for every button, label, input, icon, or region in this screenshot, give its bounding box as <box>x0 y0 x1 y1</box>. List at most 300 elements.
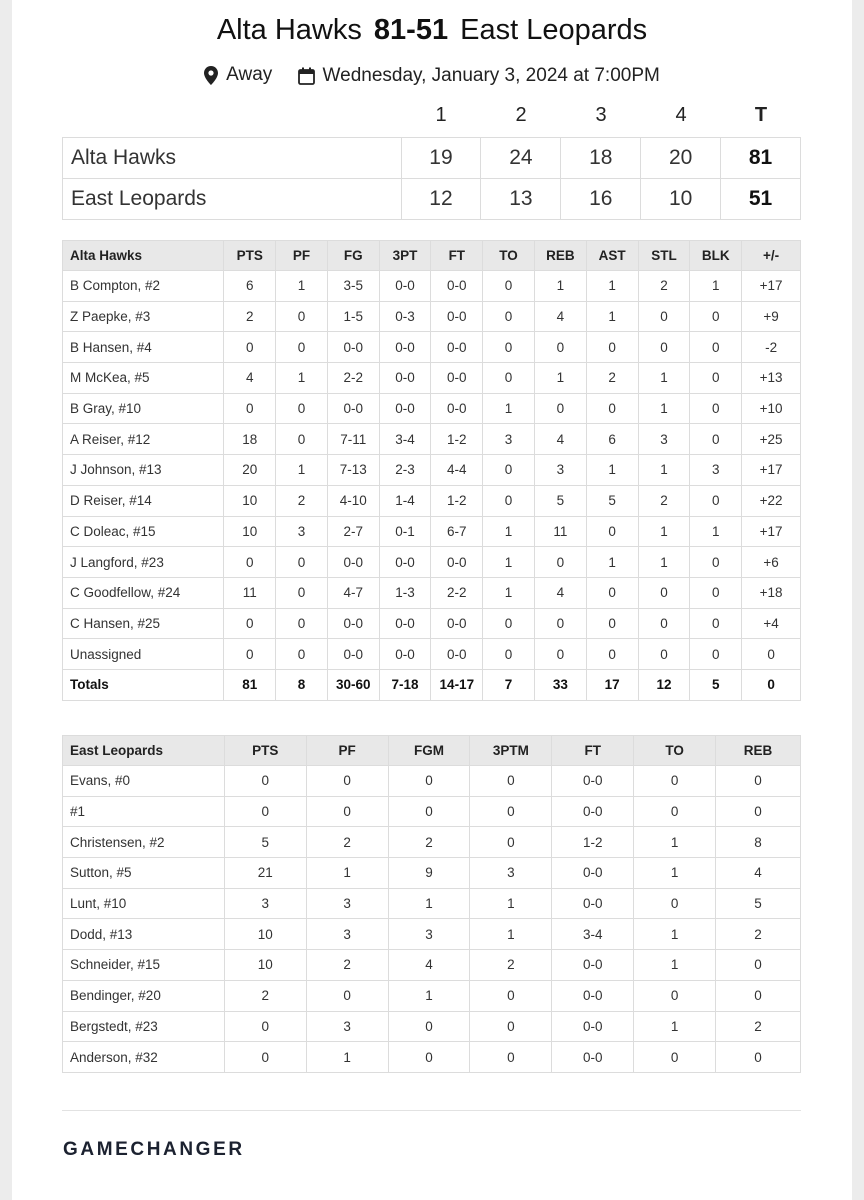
stat-cell: 0 <box>742 639 801 670</box>
stat-cell: 1-5 <box>327 301 379 332</box>
stat-cell: 1-3 <box>379 577 431 608</box>
stat-cell: 0 <box>586 639 638 670</box>
stat-cell: 1-2 <box>431 424 483 455</box>
gamechanger-logo: GAMECHANGER <box>63 1139 245 1160</box>
stat-cell: 0-0 <box>379 271 431 302</box>
stat-column-header: TO <box>634 736 716 766</box>
stat-cell: 0 <box>470 980 552 1011</box>
stat-cell: +9 <box>742 301 801 332</box>
stat-cell: 4 <box>224 363 276 394</box>
stat-cell: 7-13 <box>327 455 379 486</box>
player-name: Christensen, #2 <box>63 827 225 858</box>
stat-cell: 1 <box>690 271 742 302</box>
stat-cell: 2-2 <box>327 363 379 394</box>
stat-cell: 0-0 <box>552 766 634 797</box>
player-name: Z Paepke, #3 <box>63 301 224 332</box>
stat-cell: 0 <box>634 1042 716 1073</box>
stat-cell: 3 <box>388 919 470 950</box>
stat-column-header: BLK <box>690 241 742 271</box>
stat-cell: 0 <box>716 1042 801 1073</box>
linescore-header <box>12 104 852 130</box>
stat-cell: 0 <box>690 608 742 639</box>
stat-column-header: AST <box>586 241 638 271</box>
stat-cell: 1-2 <box>552 827 634 858</box>
stat-cell: 1 <box>534 363 586 394</box>
stat-cell: +6 <box>742 547 801 578</box>
stat-cell: 10 <box>224 516 276 547</box>
stat-cell: 3 <box>483 424 535 455</box>
stat-cell: 0-0 <box>327 547 379 578</box>
location-text: Away <box>226 64 273 85</box>
stat-cell: 0 <box>586 393 638 424</box>
stat-cell: 5 <box>716 888 801 919</box>
stat-cell: 1 <box>470 919 552 950</box>
stat-cell: 0 <box>224 547 276 578</box>
stat-cell: 0 <box>483 301 535 332</box>
player-row <box>63 766 801 797</box>
player-row <box>63 455 801 486</box>
stat-cell: 9 <box>388 858 470 889</box>
stat-cell: 2 <box>638 485 690 516</box>
stat-cell: 1 <box>534 271 586 302</box>
stat-cell: 1-2 <box>431 485 483 516</box>
linescore-cell: 20 <box>641 138 721 179</box>
stat-cell: 0 <box>470 796 552 827</box>
stat-cell: 0 <box>224 332 276 363</box>
stat-cell: 4 <box>534 424 586 455</box>
stat-cell: 2 <box>224 301 276 332</box>
linescore-total: 81 <box>721 138 801 179</box>
player-row <box>63 485 801 516</box>
final-score: 81-51 <box>373 14 449 46</box>
stat-cell: 0 <box>276 608 328 639</box>
stat-column-header: REB <box>716 736 801 766</box>
stat-cell: 1 <box>586 455 638 486</box>
stat-cell: 3 <box>276 516 328 547</box>
stat-cell: 0 <box>534 547 586 578</box>
stat-cell: +10 <box>742 393 801 424</box>
stat-cell: 0-0 <box>327 608 379 639</box>
player-name: Sutton, #5 <box>63 858 225 889</box>
home-box-score-table <box>62 240 801 701</box>
stat-column-header: PF <box>306 736 388 766</box>
stat-cell: 10 <box>224 950 306 981</box>
stat-cell: 1 <box>634 919 716 950</box>
stat-cell: 0 <box>470 766 552 797</box>
stat-cell: 1 <box>638 547 690 578</box>
stat-cell: 3 <box>534 455 586 486</box>
player-name: Bergstedt, #23 <box>63 1011 225 1042</box>
stat-cell: 0-0 <box>431 608 483 639</box>
stat-cell: 0-0 <box>327 639 379 670</box>
stat-cell: 0-1 <box>379 516 431 547</box>
stat-cell: 0 <box>634 796 716 827</box>
stat-cell: 0-3 <box>379 301 431 332</box>
stat-cell: 0 <box>586 332 638 363</box>
stat-cell: 1 <box>306 1042 388 1073</box>
stat-cell: 0-0 <box>431 271 483 302</box>
stat-cell: 0 <box>224 796 306 827</box>
stat-cell: 0 <box>638 301 690 332</box>
stat-cell: 3-4 <box>552 919 634 950</box>
stat-cell: 3 <box>470 858 552 889</box>
stat-cell: +13 <box>742 363 801 394</box>
stat-cell: 0 <box>483 485 535 516</box>
stat-cell: 12 <box>638 669 690 700</box>
stat-cell: 0 <box>716 950 801 981</box>
stat-cell: 2-3 <box>379 455 431 486</box>
stat-cell: 1 <box>638 516 690 547</box>
player-row <box>63 950 801 981</box>
player-name: Schneider, #15 <box>63 950 225 981</box>
stat-cell: 0 <box>690 301 742 332</box>
stat-cell: 3 <box>306 1011 388 1042</box>
stat-cell: 2-2 <box>431 577 483 608</box>
player-name: C Hansen, #25 <box>63 608 224 639</box>
stat-column-header: +/- <box>742 241 801 271</box>
stat-cell: 2 <box>306 950 388 981</box>
period-label: 1 <box>435 104 447 126</box>
stat-cell: 1 <box>388 980 470 1011</box>
stat-cell: 10 <box>224 485 276 516</box>
stat-cell: 1 <box>276 363 328 394</box>
stat-cell: 0 <box>224 1042 306 1073</box>
stat-cell: 0-0 <box>379 332 431 363</box>
box-header-row <box>63 736 801 766</box>
map-pin-icon <box>204 66 218 85</box>
stat-cell: 0 <box>638 639 690 670</box>
stat-column-header: TO <box>483 241 535 271</box>
player-name: Bendinger, #20 <box>63 980 225 1011</box>
stat-cell: 5 <box>534 485 586 516</box>
team-column-header: East Leopards <box>63 736 225 766</box>
stat-cell: 1-4 <box>379 485 431 516</box>
location-info <box>204 64 272 86</box>
stat-cell: 2 <box>716 1011 801 1042</box>
stat-cell: 0-0 <box>552 980 634 1011</box>
team-column-header: Alta Hawks <box>63 241 224 271</box>
stat-cell: 0 <box>483 363 535 394</box>
stat-cell: 21 <box>224 858 306 889</box>
box-header-row <box>63 241 801 271</box>
stat-column-header: 3PTM <box>470 736 552 766</box>
player-name: B Hansen, #4 <box>63 332 224 363</box>
player-name: #1 <box>63 796 225 827</box>
player-row <box>63 827 801 858</box>
stat-cell: 2 <box>276 485 328 516</box>
stat-cell: 0 <box>742 669 801 700</box>
player-row <box>63 424 801 455</box>
stat-cell: 0-0 <box>379 608 431 639</box>
player-row <box>63 796 801 827</box>
stat-cell: +17 <box>742 455 801 486</box>
stat-cell: 0-0 <box>431 547 483 578</box>
totals-row <box>63 669 801 700</box>
player-row <box>63 577 801 608</box>
stat-cell: 0 <box>690 485 742 516</box>
player-name: D Reiser, #14 <box>63 485 224 516</box>
away-team-name: East Leopards <box>460 14 648 46</box>
stat-cell: 18 <box>224 424 276 455</box>
stat-column-header: REB <box>534 241 586 271</box>
player-row <box>63 608 801 639</box>
stat-cell: 2 <box>586 363 638 394</box>
stat-cell: 0-0 <box>552 858 634 889</box>
stat-cell: 0 <box>306 796 388 827</box>
stat-cell: 0-0 <box>552 1042 634 1073</box>
stat-column-header: PTS <box>224 241 276 271</box>
stat-cell: 4-10 <box>327 485 379 516</box>
total-label: T <box>754 104 768 126</box>
stat-cell: 1 <box>388 888 470 919</box>
stat-cell: 3 <box>224 888 306 919</box>
linescore-cell: 16 <box>561 179 641 220</box>
stat-cell: 0-0 <box>431 393 483 424</box>
period-label: 2 <box>515 104 527 126</box>
stat-cell: 0 <box>483 639 535 670</box>
stat-cell: 0 <box>276 577 328 608</box>
stat-cell: 0 <box>483 271 535 302</box>
stat-cell: 11 <box>534 516 586 547</box>
stat-cell: 1 <box>586 301 638 332</box>
stat-cell: 0 <box>388 796 470 827</box>
stat-cell: 0 <box>224 393 276 424</box>
stat-cell: 1 <box>638 393 690 424</box>
player-row <box>63 639 801 670</box>
linescore-total: 51 <box>721 179 801 220</box>
player-name: Anderson, #32 <box>63 1042 225 1073</box>
away-box-score-table <box>62 735 801 1073</box>
stat-cell: 0-0 <box>379 547 431 578</box>
stat-cell: 2 <box>470 950 552 981</box>
stat-cell: 0 <box>638 332 690 363</box>
stat-cell: 4 <box>534 577 586 608</box>
stat-cell: 0 <box>690 424 742 455</box>
stat-cell: 5 <box>586 485 638 516</box>
stat-cell: +4 <box>742 608 801 639</box>
stat-cell: 0-0 <box>431 332 483 363</box>
stat-cell: +18 <box>742 577 801 608</box>
player-row <box>63 271 801 302</box>
stat-cell: 0 <box>388 766 470 797</box>
home-team-name: Alta Hawks <box>216 14 362 46</box>
stat-cell: 3 <box>306 919 388 950</box>
stat-cell: 30-60 <box>327 669 379 700</box>
stat-cell: 0 <box>690 393 742 424</box>
stat-cell: 1 <box>634 827 716 858</box>
player-name: Lunt, #10 <box>63 888 225 919</box>
game-title <box>12 14 852 47</box>
stat-cell: 3-4 <box>379 424 431 455</box>
stat-cell: 1 <box>483 516 535 547</box>
player-name: M McKea, #5 <box>63 363 224 394</box>
stat-cell: 2 <box>224 980 306 1011</box>
stat-cell: 4-7 <box>327 577 379 608</box>
stat-column-header: PF <box>276 241 328 271</box>
stat-column-header: STL <box>638 241 690 271</box>
stat-cell: 1 <box>276 455 328 486</box>
stat-cell: 1 <box>276 271 328 302</box>
stat-cell: 17 <box>586 669 638 700</box>
player-row <box>63 1042 801 1073</box>
stat-cell: 0 <box>483 332 535 363</box>
stat-cell: 2 <box>306 827 388 858</box>
player-row <box>63 1011 801 1042</box>
stat-cell: 0 <box>634 766 716 797</box>
stat-column-header: FG <box>327 241 379 271</box>
stat-cell: 6 <box>224 271 276 302</box>
stat-cell: +22 <box>742 485 801 516</box>
stat-cell: 0-0 <box>379 639 431 670</box>
linescore-cell: 10 <box>641 179 721 220</box>
date-info <box>298 65 660 87</box>
stat-cell: 1 <box>306 858 388 889</box>
stat-cell: 1 <box>638 455 690 486</box>
stat-cell: 0-0 <box>552 950 634 981</box>
totals-label: Totals <box>63 669 224 700</box>
stat-cell: 0 <box>224 1011 306 1042</box>
stat-cell: 1 <box>483 393 535 424</box>
stat-cell: 3 <box>638 424 690 455</box>
stat-cell: 2 <box>388 827 470 858</box>
stat-cell: 0 <box>534 608 586 639</box>
stat-cell: 0 <box>306 766 388 797</box>
stat-cell: 0 <box>470 1042 552 1073</box>
stat-cell: 0 <box>276 301 328 332</box>
stat-cell: 0 <box>716 796 801 827</box>
stat-cell: +25 <box>742 424 801 455</box>
linescore-row <box>63 138 801 179</box>
stat-cell: 0-0 <box>431 363 483 394</box>
stat-cell: 7 <box>483 669 535 700</box>
stat-cell: 0 <box>388 1011 470 1042</box>
stat-cell: 0 <box>716 766 801 797</box>
player-name: Dodd, #13 <box>63 919 225 950</box>
linescore-row <box>63 179 801 220</box>
stat-cell: 1 <box>586 547 638 578</box>
stat-cell: 0 <box>638 577 690 608</box>
stat-cell: 5 <box>690 669 742 700</box>
stat-cell: 0 <box>690 639 742 670</box>
stat-cell: 0 <box>690 363 742 394</box>
stat-cell: 0-0 <box>431 639 483 670</box>
stat-cell: 1 <box>470 888 552 919</box>
stat-cell: 6-7 <box>431 516 483 547</box>
stat-cell: 4 <box>716 858 801 889</box>
stat-cell: 2-7 <box>327 516 379 547</box>
stat-cell: 0 <box>388 1042 470 1073</box>
player-name: Unassigned <box>63 639 224 670</box>
linescore-cell: 13 <box>481 179 561 220</box>
stat-cell: 33 <box>534 669 586 700</box>
player-row <box>63 332 801 363</box>
stat-cell: 0 <box>690 332 742 363</box>
stat-cell: -2 <box>742 332 801 363</box>
player-name: J Johnson, #13 <box>63 455 224 486</box>
stat-cell: 0-0 <box>327 393 379 424</box>
player-name: C Doleac, #15 <box>63 516 224 547</box>
stat-cell: 0 <box>586 516 638 547</box>
player-name: B Gray, #10 <box>63 393 224 424</box>
stat-cell: 4-4 <box>431 455 483 486</box>
stat-cell: 0 <box>224 608 276 639</box>
stat-cell: 0-0 <box>327 332 379 363</box>
stat-column-header: 3PT <box>379 241 431 271</box>
player-name: J Langford, #23 <box>63 547 224 578</box>
linescore-team: Alta Hawks <box>63 138 402 179</box>
linescore-team: East Leopards <box>63 179 402 220</box>
stat-cell: 0 <box>276 547 328 578</box>
linescore-cell: 12 <box>401 179 481 220</box>
stat-cell: 0 <box>276 639 328 670</box>
stat-cell: 0 <box>483 455 535 486</box>
stat-cell: 0-0 <box>379 363 431 394</box>
stat-cell: 1 <box>483 547 535 578</box>
period-label: 3 <box>595 104 607 126</box>
stat-cell: 1 <box>634 858 716 889</box>
stat-cell: 1 <box>634 1011 716 1042</box>
stat-cell: 0 <box>690 547 742 578</box>
player-row <box>63 980 801 1011</box>
stat-cell: 4 <box>388 950 470 981</box>
player-row <box>63 363 801 394</box>
stat-cell: 3 <box>690 455 742 486</box>
stat-cell: 0 <box>276 393 328 424</box>
stat-cell: 0 <box>470 827 552 858</box>
stat-cell: 81 <box>224 669 276 700</box>
player-row <box>63 919 801 950</box>
stat-cell: 0 <box>716 980 801 1011</box>
stat-cell: 0 <box>690 577 742 608</box>
stat-column-header: PTS <box>224 736 306 766</box>
stat-cell: 1 <box>483 577 535 608</box>
player-row <box>63 547 801 578</box>
stat-cell: +17 <box>742 271 801 302</box>
stat-cell: 0 <box>306 980 388 1011</box>
stat-cell: 0 <box>586 608 638 639</box>
stat-cell: 8 <box>276 669 328 700</box>
stat-cell: 0 <box>470 1011 552 1042</box>
stat-column-header: FT <box>431 241 483 271</box>
stat-cell: 0-0 <box>379 393 431 424</box>
stat-cell: 20 <box>224 455 276 486</box>
stat-cell: 0 <box>224 766 306 797</box>
stat-cell: 0-0 <box>431 301 483 332</box>
player-row <box>63 301 801 332</box>
stat-cell: 14-17 <box>431 669 483 700</box>
stat-cell: 0 <box>534 332 586 363</box>
stat-cell: 0 <box>586 577 638 608</box>
stat-cell: 0 <box>276 332 328 363</box>
player-row <box>63 858 801 889</box>
stat-cell: 0-0 <box>552 796 634 827</box>
calendar-icon <box>298 67 315 85</box>
player-name: C Goodfellow, #24 <box>63 577 224 608</box>
stat-cell: 2 <box>716 919 801 950</box>
linescore-cell: 18 <box>561 138 641 179</box>
stat-cell: 4 <box>534 301 586 332</box>
player-row <box>63 888 801 919</box>
stat-cell: 6 <box>586 424 638 455</box>
stat-cell: 0 <box>483 608 535 639</box>
stat-cell: 10 <box>224 919 306 950</box>
stat-cell: 5 <box>224 827 306 858</box>
player-row <box>63 393 801 424</box>
stat-cell: 11 <box>224 577 276 608</box>
period-label: 4 <box>675 104 687 126</box>
stat-cell: 0 <box>224 639 276 670</box>
game-meta <box>12 64 852 91</box>
